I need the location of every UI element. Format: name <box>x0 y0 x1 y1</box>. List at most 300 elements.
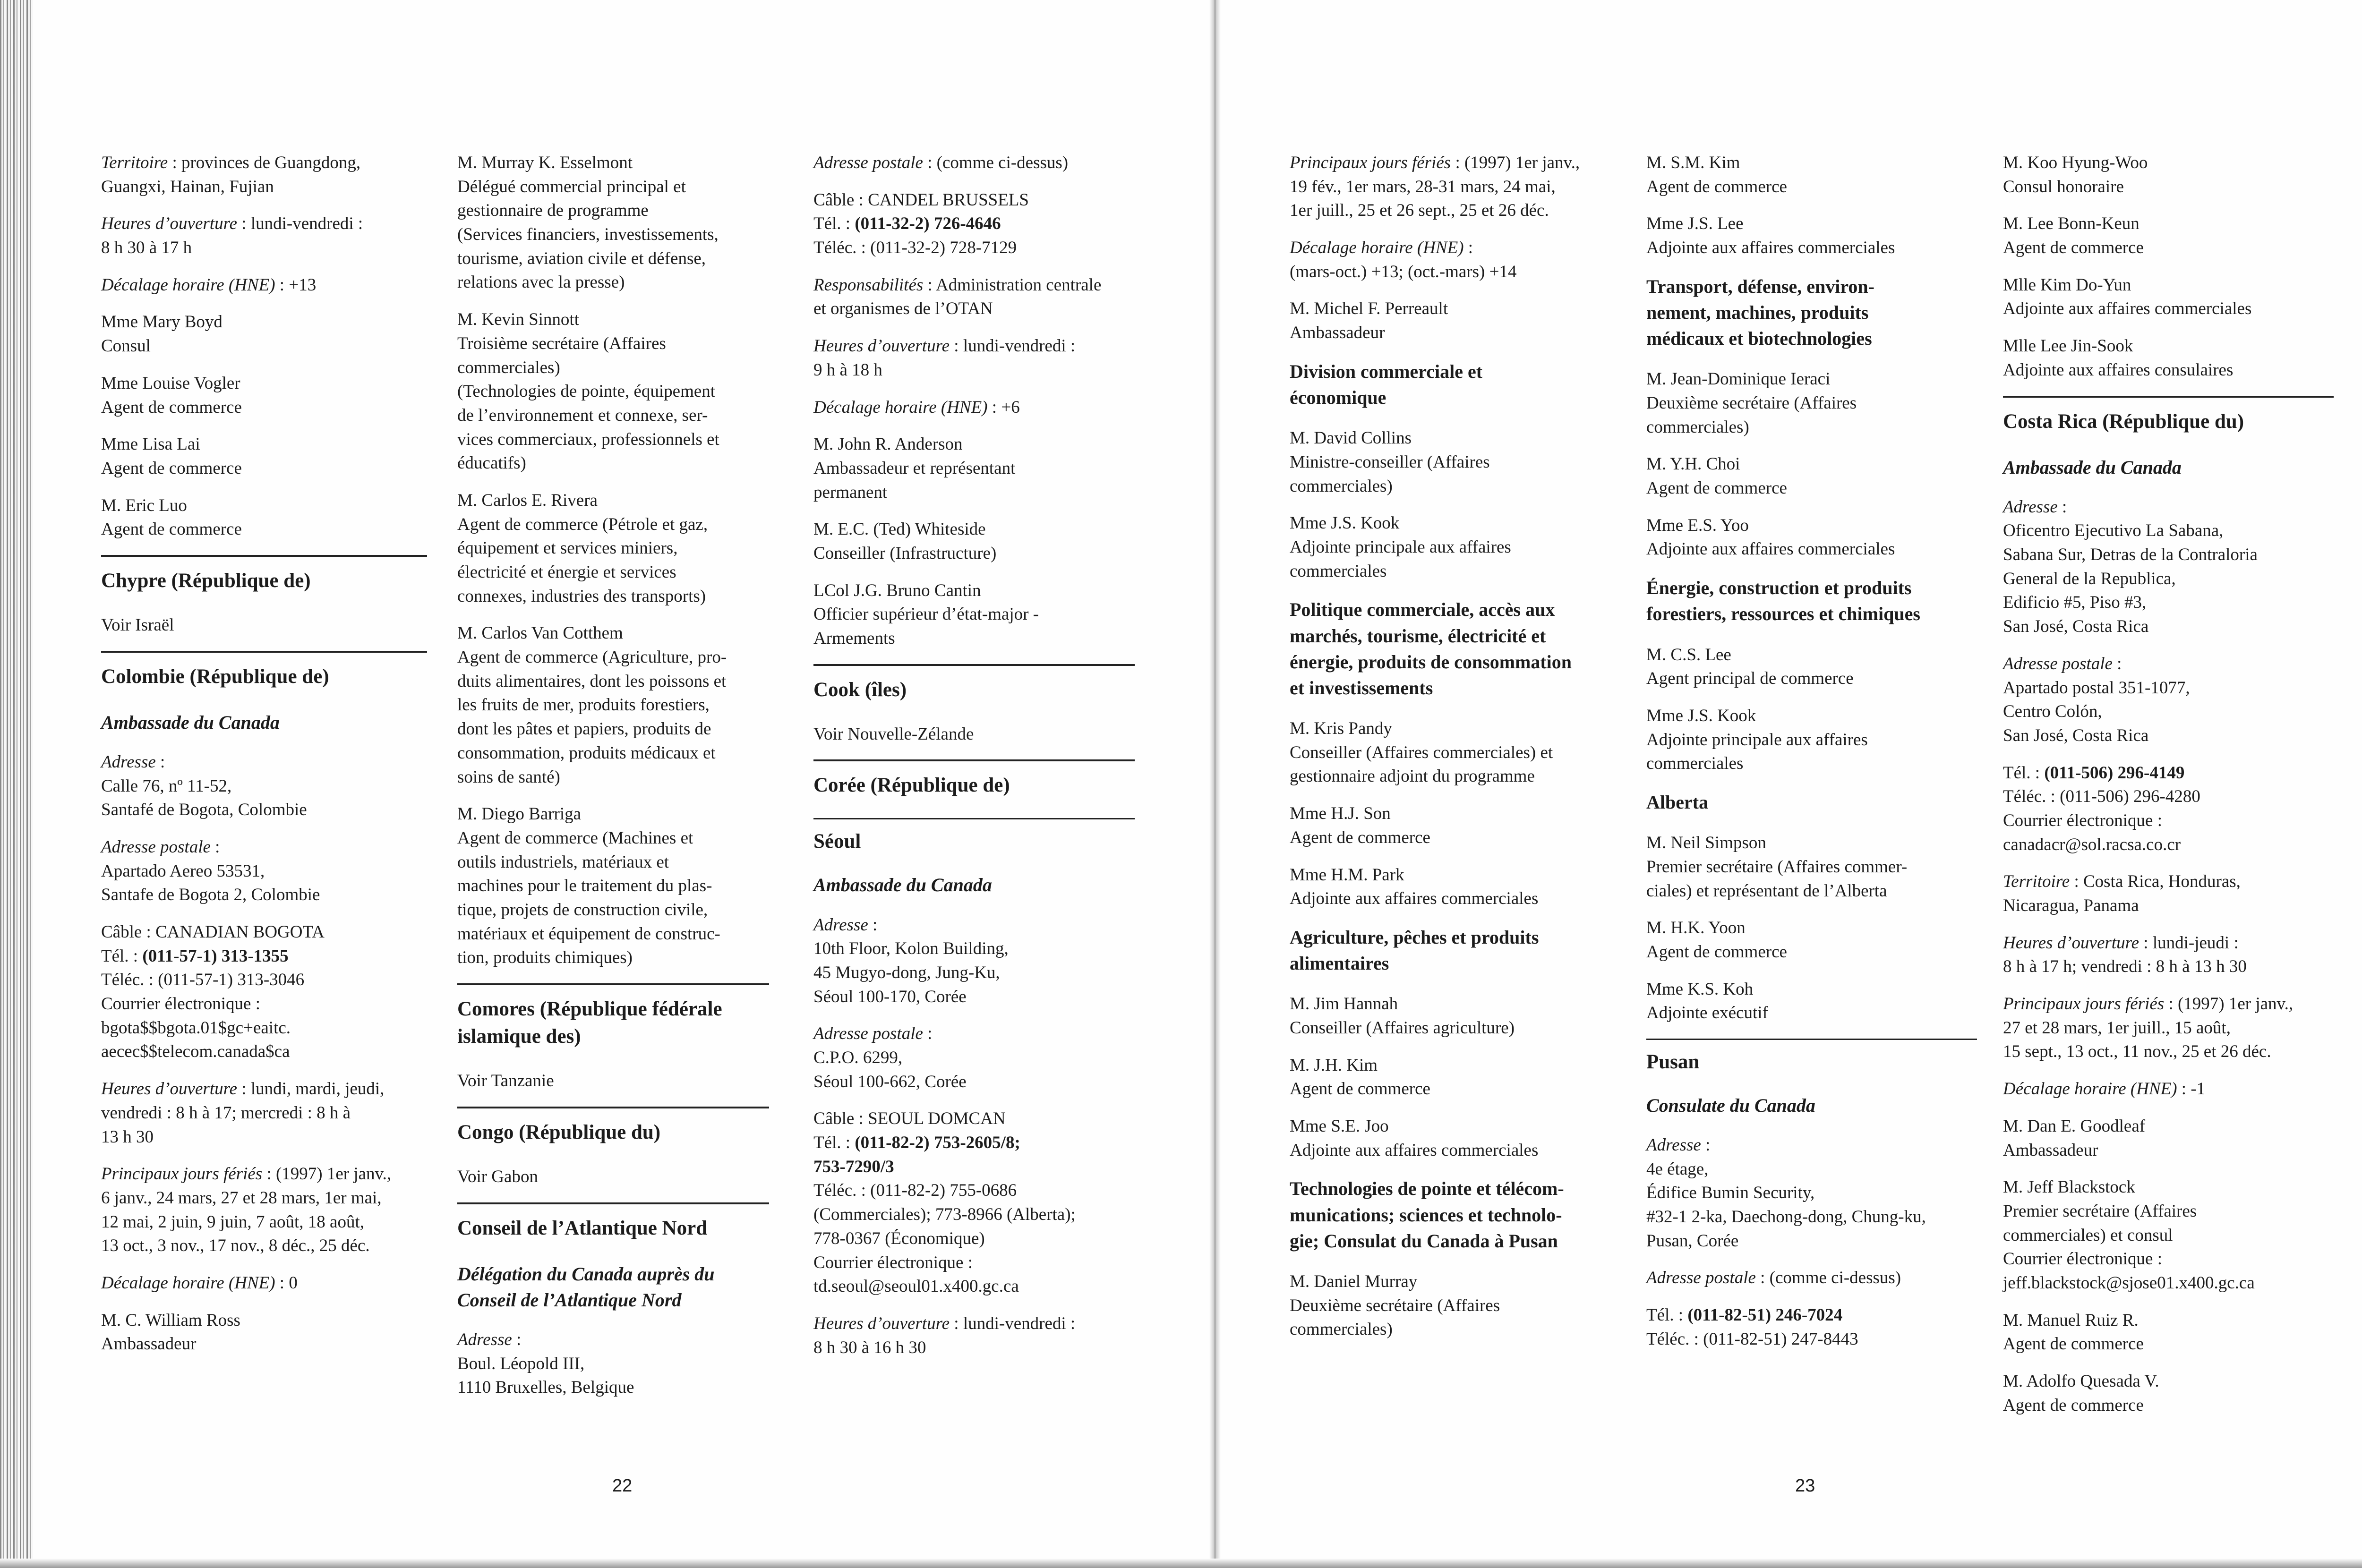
entry-line: outils industriels, matériaux et <box>457 852 669 872</box>
entry-line: Congo (République du) <box>457 1121 661 1143</box>
entry-line: M. Jeff Blackstock <box>2003 1177 2135 1197</box>
entry-line: Ambassadeur et représentant <box>813 458 1016 478</box>
entry-line: Adjointe principale aux affaires <box>1646 730 1868 750</box>
mission-heading <box>2003 454 2334 480</box>
entry-line: 8 h 30 à 17 h <box>101 238 192 258</box>
entry-line: tourisme, aviation civile et défense, <box>457 248 706 268</box>
entry-line: commerciales) <box>1290 476 1393 496</box>
entry-line: Premier secrétaire (Affaires <box>2003 1201 2197 1221</box>
entry-line: Boul. Léopold III, <box>457 1354 585 1373</box>
entry-line: gestionnaire adjoint du programme <box>1290 767 1535 786</box>
entry-line: Edificio #5, Piso #3, <box>2003 593 2147 613</box>
entry-line: économique <box>1290 387 1386 408</box>
entry-line: Décalage horaire (HNE) : +6 <box>813 397 1020 417</box>
directory-entry <box>2003 495 2334 639</box>
entry-line: 27 et 28 mars, 1er juill., 15 août, <box>2003 1018 2231 1038</box>
entry-line: Adresse : <box>101 752 165 772</box>
mission-heading <box>813 872 1135 898</box>
directory-entry <box>101 310 427 358</box>
entry-line: Mme S.E. Joo <box>1290 1116 1389 1136</box>
country-heading <box>457 1107 769 1146</box>
entry-line: M. Carlos E. Rivera <box>457 490 598 510</box>
entry-line: #32-1 2-ka, Daechong-dong, Chung-ku, <box>1646 1207 1926 1227</box>
directory-entry <box>2003 1370 2334 1417</box>
entry-line: Ambassade du Canada <box>813 874 992 896</box>
country-heading <box>457 983 769 1050</box>
entry-line: M. E.C. (Ted) Whiteside <box>813 520 986 539</box>
entry-line: Agent de commerce <box>1646 942 1787 962</box>
directory-entry <box>2003 273 2334 321</box>
entry-line: Adjointe principale aux affaires <box>1290 537 1511 557</box>
entry-line: tique, projets de construction civile, <box>457 900 708 920</box>
entry-line: Agent de commerce <box>2003 1334 2144 1354</box>
directory-entry <box>813 1312 1135 1360</box>
entry-line: commerciales) et consul <box>2003 1225 2173 1245</box>
entry-line: commerciales) <box>1290 1320 1393 1339</box>
entry-line: Ministre-conseiller (Affaires <box>1290 452 1490 472</box>
directory-entry <box>813 518 1135 565</box>
directory-entry <box>1290 151 1616 223</box>
entry-line: Adjointe aux affaires commerciales <box>1646 539 1895 559</box>
entry-line: Costa Rica (République du) <box>2003 410 2244 433</box>
directory-entry <box>1646 1133 1977 1253</box>
directory-entry <box>1290 1270 1616 1342</box>
entry-line: éducatifs) <box>457 453 526 473</box>
entry-line: commerciales) <box>1646 417 1749 437</box>
entry-line: M. Michel F. Perreault <box>1290 299 1448 319</box>
country-heading <box>2003 396 2334 435</box>
entry-line: Agent de commerce (Pétrole et gaz, <box>457 514 708 534</box>
entry-line: M. Jim Hannah <box>1290 994 1398 1014</box>
entry-line: M. Adolfo Quesada V. <box>2003 1372 2159 1391</box>
entry-line: Tél. : (011-82-2) 753-2605/8; <box>813 1133 1020 1153</box>
directory-entry <box>101 494 427 542</box>
country-heading <box>457 1202 769 1242</box>
country-heading <box>813 664 1135 704</box>
entry-line: 8 h 30 à 16 h 30 <box>813 1338 926 1357</box>
directory-entry <box>2003 1077 2334 1101</box>
directory-entry <box>1646 916 1977 964</box>
directory-entry <box>101 1162 427 1258</box>
directory-entry <box>1646 514 1977 562</box>
entry-line: M. H.K. Yoon <box>1646 918 1746 938</box>
left-column-2 <box>457 151 769 1413</box>
entry-line: Officier supérieur d’état-major - <box>813 605 1039 624</box>
entry-line: Adresse : <box>813 915 878 935</box>
directory-entry <box>101 433 427 480</box>
entry-line: gestionnaire de programme <box>457 201 649 221</box>
entry-line: Heures d’ouverture : lundi-vendredi : <box>813 336 1076 356</box>
entry-line: marchés, tourisme, électricité et <box>1290 625 1546 647</box>
entry-line: Apartado postal 351-1077, <box>2003 678 2190 698</box>
entry-line: Conseiller (Infrastructure) <box>813 543 997 563</box>
entry-line: vices commerciaux, professionnels et <box>457 429 719 449</box>
entry-line: M. C.S. Lee <box>1646 645 1731 665</box>
entry-line: Responsabilités : Administration centrale <box>813 275 1102 295</box>
directory-entry <box>1290 863 1616 911</box>
directory-entry <box>2003 334 2334 382</box>
entry-line: duits alimentaires, dont les poissons et <box>457 671 727 691</box>
entry-line: Voir Gabon <box>457 1167 538 1186</box>
entry-line: Adresse : <box>1646 1135 1711 1155</box>
entry-line: Courrier électronique : <box>2003 810 2162 830</box>
entry-line: LCol J.G. Bruno Cantin <box>813 580 981 600</box>
entry-line: td.seoul@seoul01.x400.gc.ca <box>813 1277 1019 1296</box>
directory-entry <box>813 273 1135 321</box>
entry-line: General de la Republica, <box>2003 569 2176 588</box>
directory-entry <box>1290 1115 1616 1162</box>
entry-line: Ambassadeur <box>101 1334 197 1354</box>
entry-line: Câble : CANDEL BRUSSELS <box>813 190 1029 210</box>
entry-line: Courrier électronique : <box>101 994 260 1014</box>
entry-line: Voir Tanzanie <box>457 1071 554 1091</box>
entry-line: Consul honoraire <box>2003 177 2124 196</box>
entry-line: Décalage horaire (HNE) : 0 <box>101 1273 298 1293</box>
page-number: 22 <box>612 1476 633 1496</box>
entry-line: machines pour le traitement du plas- <box>457 876 712 896</box>
entry-line: M. Dan E. Goodleaf <box>2003 1116 2146 1136</box>
entry-line: et investissements <box>1290 677 1433 699</box>
entry-line: 13 h 30 <box>101 1127 154 1147</box>
directory-entry <box>457 308 769 476</box>
entry-line: Conseil de l’Atlantique Nord <box>457 1217 708 1239</box>
entry-line: M. Koo Hyung-Woo <box>2003 153 2148 172</box>
entry-line: Heures d’ouverture : lundi-vendredi : <box>813 1313 1076 1333</box>
entry-line: Apartado Aereo 53531, <box>101 861 265 881</box>
right-column-3 <box>2003 151 2334 1431</box>
directory-entry <box>813 579 1135 651</box>
entry-line: Adresse postale : (comme ci-dessus) <box>1646 1268 1901 1288</box>
entry-line: Territoire : Costa Rica, Honduras, <box>2003 872 2241 892</box>
entry-line: M. S.M. Kim <box>1646 153 1740 172</box>
entry-line: Consul <box>101 336 151 356</box>
entry-line: Agent de commerce <box>1290 827 1430 847</box>
entry-line: 1110 Bruxelles, Belgique <box>457 1378 634 1398</box>
entry-line: Câble : CANADIAN BOGOTA <box>101 922 325 942</box>
entry-line: Heures d’ouverture : lundi-jeudi : <box>2003 933 2239 953</box>
mission-heading <box>101 709 427 735</box>
directory-entry <box>101 920 427 1064</box>
entry-line: 12 mai, 2 juin, 9 juin, 7 août, 18 août, <box>101 1212 365 1232</box>
section-heading <box>1646 273 1977 352</box>
entry-line: gie; Consulat du Canada à Pusan <box>1290 1230 1558 1252</box>
entry-line: Édifice Bumin Security, <box>1646 1183 1815 1203</box>
mission-heading <box>457 1261 769 1313</box>
directory-entry <box>101 151 427 199</box>
page-right <box>1219 0 2362 1568</box>
entry-line: Adjointe aux affaires commerciales <box>1290 1140 1539 1160</box>
entry-line: Agent de commerce (Machines et <box>457 828 693 848</box>
entry-line: 753-7290/3 <box>813 1157 894 1176</box>
directory-entry <box>2003 1176 2334 1295</box>
entry-line: Santafé de Bogota, Colombie <box>101 800 307 820</box>
entry-line: Agent de commerce <box>2003 1395 2144 1415</box>
entry-line: Principaux jours fériés : (1997) 1er janv., <box>2003 994 2294 1014</box>
directory-entry <box>2003 870 2334 918</box>
directory-entry <box>2003 212 2334 260</box>
directory-entry <box>813 913 1135 1009</box>
directory-entry <box>1646 704 1977 776</box>
entry-line: Centro Colón, <box>2003 702 2102 722</box>
directory-entry <box>2003 1115 2334 1162</box>
entry-line: Calle 76, nº 11-52, <box>101 776 232 796</box>
entry-line: M. Y.H. Choi <box>1646 454 1740 474</box>
directory-entry <box>1290 802 1616 850</box>
entry-line: Mme E.S. Yoo <box>1646 515 1749 535</box>
entry-line: Agent de commerce <box>1646 478 1787 498</box>
entry-line: Agent de commerce <box>2003 238 2144 258</box>
directory-entry <box>2003 1309 2334 1356</box>
entry-line: Téléc. : (011-506) 296-4280 <box>2003 787 2200 807</box>
entry-line: Agent principal de commerce <box>1646 669 1854 689</box>
entry-line: Principaux jours fériés : (1997) 1er janv., <box>1290 153 1580 172</box>
entry-line: Mme Lisa Lai <box>101 435 200 454</box>
page-number: 23 <box>1795 1476 1815 1496</box>
directory-entry <box>2003 652 2334 748</box>
entry-line: islamique des) <box>457 1025 581 1048</box>
directory-entry <box>101 1077 427 1149</box>
entry-line: relations avec la presse) <box>457 273 625 292</box>
directory-entry <box>457 1328 769 1400</box>
entry-line: Cook (îles) <box>813 678 907 701</box>
directory-entry <box>813 396 1135 420</box>
directory-entry <box>1290 511 1616 583</box>
section-heading <box>1290 1176 1616 1254</box>
entry-line: 8 h à 17 h; vendredi : 8 h à 13 h 30 <box>2003 957 2247 977</box>
entry-line: Guangxi, Hainan, Fujian <box>101 177 274 196</box>
entry-line: M. David Collins <box>1290 428 1412 448</box>
entry-line: Consulate du Canada <box>1646 1094 1815 1116</box>
directory-entry <box>813 188 1135 260</box>
entry-line: C.P.O. 6299, <box>813 1048 903 1067</box>
directory-entry <box>2003 761 2334 857</box>
entry-line: de l’environnement et connexe, ser- <box>457 405 708 425</box>
entry-line: 19 fév., 1er mars, 28-31 mars, 24 mai, <box>1290 177 1556 196</box>
section-heading <box>1290 358 1616 410</box>
entry-line: (Services financiers, investissements, <box>457 225 719 245</box>
directory-entry <box>457 1069 769 1093</box>
entry-line: Énergie, construction et produits <box>1646 577 1912 599</box>
entry-line: canadacr@sol.racsa.co.cr <box>2003 835 2181 854</box>
entry-line: et organismes de l’OTAN <box>813 299 993 319</box>
entry-line: 45 Mugyo-dong, Jung-Ku, <box>813 963 1000 982</box>
entry-line: nement, machines, produits <box>1646 301 1869 323</box>
directory-entry <box>813 723 1135 747</box>
directory-entry <box>101 1309 427 1356</box>
entry-line: Comores (République fédérale <box>457 998 722 1020</box>
entry-line: Adjointe aux affaires commerciales <box>1646 238 1895 258</box>
entry-line: commerciales <box>1646 754 1744 774</box>
entry-line: Mme H.J. Son <box>1290 804 1391 824</box>
entry-line: Agent de commerce <box>1290 1079 1430 1099</box>
entry-line: 13 oct., 3 nov., 17 nov., 8 déc., 25 déc. <box>101 1236 370 1256</box>
entry-line: jeff.blackstock@sjose01.x400.gc.ca <box>2003 1273 2255 1293</box>
section-heading <box>1646 789 1977 815</box>
mission-heading <box>1646 1092 1977 1118</box>
entry-line: Adjointe exécutif <box>1646 1003 1768 1023</box>
entry-line: Conseil de l’Atlantique Nord <box>457 1289 682 1311</box>
entry-line: Mme J.S. Lee <box>1646 214 1744 234</box>
directory-entry <box>813 1107 1135 1299</box>
entry-line: M. Diego Barriga <box>457 804 582 824</box>
entry-line: Agent de commerce <box>1646 177 1787 196</box>
directory-entry <box>101 1271 427 1295</box>
entry-line: Chypre (République de) <box>101 569 311 592</box>
entry-line: M. Murray K. Esselmont <box>457 153 633 172</box>
entry-line: Téléc. : (011-57-1) 313-3046 <box>101 970 305 990</box>
entry-line: 15 sept., 13 oct., 11 nov., 25 et 26 déc. <box>2003 1042 2271 1062</box>
entry-line: énergie, produits de consommation <box>1290 651 1572 673</box>
entry-line: permanent <box>813 482 888 502</box>
entry-line: Pusan, Corée <box>1646 1231 1739 1251</box>
entry-line: Pusan <box>1646 1050 1700 1073</box>
entry-line: Heures d’ouverture : lundi-vendredi : <box>101 214 363 234</box>
entry-line: Principaux jours fériés : (1997) 1er janv., <box>101 1164 392 1184</box>
entry-line: M. Neil Simpson <box>1646 833 1766 853</box>
section-heading <box>1290 924 1616 976</box>
entry-line: soins de santé) <box>457 767 560 787</box>
city-heading <box>1646 1039 1977 1076</box>
entry-line: Heures d’ouverture : lundi, mardi, jeudi, <box>101 1079 385 1099</box>
entry-line: Courrier électronique : <box>2003 1249 2162 1269</box>
entry-line: 1er juill., 25 et 26 sept., 25 et 26 déc. <box>1290 201 1549 221</box>
country-heading <box>101 651 427 690</box>
entry-line: Téléc. : (011-82-51) 247-8443 <box>1646 1329 1858 1349</box>
directory-entry <box>813 433 1135 504</box>
entry-line: Courrier électronique : <box>813 1253 973 1272</box>
country-heading <box>101 555 427 595</box>
entry-line: dont les pâtes et papiers, produits de <box>457 719 711 739</box>
directory-entry <box>1646 978 1977 1025</box>
entry-line: M. C. William Ross <box>101 1310 240 1330</box>
entry-line: Mme J.S. Kook <box>1646 706 1756 725</box>
directory-entry <box>1646 367 1977 439</box>
directory-entry <box>1290 297 1616 345</box>
directory-entry <box>2003 992 2334 1064</box>
entry-line: alimentaires <box>1290 953 1389 974</box>
directory-entry <box>2003 151 2334 199</box>
entry-line: Armements <box>813 629 895 648</box>
entry-line: Colombie (République de) <box>101 665 329 688</box>
directory-entry <box>101 835 427 907</box>
directory-entry <box>457 622 769 789</box>
entry-line: Tél. : (011-506) 296-4149 <box>2003 763 2185 783</box>
entry-line: Mme Mary Boyd <box>101 312 223 332</box>
left-column-1 <box>101 151 427 1370</box>
directory-entry <box>1290 236 1616 284</box>
entry-line: Premier secrétaire (Affaires commer- <box>1646 857 1908 877</box>
entry-line: Mme H.M. Park <box>1290 865 1404 885</box>
entry-line: matériaux et équipement de construc- <box>457 924 720 944</box>
country-heading <box>813 759 1135 799</box>
directory-entry <box>1646 831 1977 903</box>
entry-line: San José, Costa Rica <box>2003 725 2149 745</box>
entry-line: M. Eric Luo <box>101 495 187 515</box>
directory-entry <box>1646 151 1977 199</box>
entry-line: Tél. : (011-57-1) 313-1355 <box>101 946 289 966</box>
entry-line: Adjointe aux affaires commerciales <box>1290 889 1539 909</box>
entry-line: les fruits de mer, produits forestiers, <box>457 695 710 715</box>
entry-line: connexes, industries des transports) <box>457 586 706 606</box>
entry-line: Sabana Sur, Detras de la Contraloria <box>2003 545 2258 565</box>
entry-line: vendredi : 8 h à 17; mercredi : 8 h à <box>101 1103 351 1123</box>
entry-line: bgota$$bgota.01$gc+eaitc. <box>101 1018 291 1038</box>
entry-line: Décalage horaire (HNE) : -1 <box>2003 1079 2206 1099</box>
entry-line: équipement et services miniers, <box>457 538 678 558</box>
entry-line: Séoul 100-662, Corée <box>813 1072 967 1091</box>
entry-line: M. Kris Pandy <box>1290 719 1392 739</box>
entry-line: Alberta <box>1646 791 1709 813</box>
entry-line: Délégué commercial principal et <box>457 177 686 196</box>
entry-line: tion, produits chimiques) <box>457 948 633 968</box>
entry-line: Tél. : (011-32-2) 726-4646 <box>813 214 1001 234</box>
entry-line: (Technologies de pointe, équipement <box>457 382 716 401</box>
entry-line: Adjointe aux affaires consulaires <box>2003 360 2234 380</box>
entry-line: Conseiller (Affaires commerciales) et <box>1290 742 1553 762</box>
entry-line: Ambassadeur <box>2003 1140 2098 1160</box>
directory-entry <box>1646 452 1977 500</box>
entry-line: Séoul 100-170, Corée <box>813 987 967 1006</box>
directory-entry <box>1290 717 1616 789</box>
entry-line: Câble : SEOUL DOMCAN <box>813 1109 1006 1129</box>
directory-entry <box>1646 212 1977 260</box>
entry-line: 6 janv., 24 mars, 27 et 28 mars, 1er mai, <box>101 1188 382 1208</box>
entry-line: commerciales) <box>457 358 560 377</box>
entry-line: (mars-oct.) +13; (oct.-mars) +14 <box>1290 262 1517 281</box>
entry-line: Décalage horaire (HNE) : <box>1290 238 1473 258</box>
entry-line: munications; sciences et technolo- <box>1290 1204 1562 1226</box>
entry-line: Adresse postale : (comme ci-dessus) <box>813 153 1069 172</box>
entry-line: Ambassadeur <box>1290 323 1385 343</box>
directory-entry <box>813 151 1135 175</box>
directory-entry <box>101 614 427 638</box>
entry-line: (Commerciales); 773-8966 (Alberta); <box>813 1205 1076 1225</box>
entry-line: M. Jean-Dominique Ieraci <box>1646 369 1831 389</box>
entry-line: Division commerciale et <box>1290 360 1483 382</box>
entry-line: électricité et énergie et services <box>457 562 676 582</box>
entry-line: Troisième secrétaire (Affaires <box>457 333 666 353</box>
directory-entry <box>101 212 427 260</box>
entry-line: Délégation du Canada auprès du <box>457 1263 715 1285</box>
entry-line: Technologies de pointe et télécom- <box>1290 1178 1564 1200</box>
entry-line: Mme J.S. Kook <box>1290 513 1400 533</box>
city-heading <box>813 818 1135 856</box>
entry-line: Agent de commerce (Agriculture, pro- <box>457 648 727 667</box>
entry-line: M. John R. Anderson <box>813 435 963 454</box>
entry-line: M. Manuel Ruiz R. <box>2003 1310 2139 1330</box>
right-column-1 <box>1290 151 1616 1355</box>
directory-entry <box>101 372 427 419</box>
entry-line: M. J.H. Kim <box>1290 1055 1378 1075</box>
entry-line: Corée (République de) <box>813 774 1010 797</box>
entry-line: Adresse postale : <box>101 837 220 857</box>
entry-line: M. Carlos Van Cotthem <box>457 623 623 643</box>
entry-line: Conseiller (Affaires agriculture) <box>1290 1018 1515 1038</box>
entry-line: Mme K.S. Koh <box>1646 979 1754 999</box>
entry-line: 4e étage, <box>1646 1159 1709 1179</box>
entry-line: Décalage horaire (HNE) : +13 <box>101 275 317 295</box>
entry-line: Adresse : <box>457 1329 522 1349</box>
entry-line: Ambassade du Canada <box>2003 456 2182 478</box>
entry-line: Deuxième secrétaire (Affaires <box>1646 393 1857 413</box>
directory-entry <box>2003 931 2334 979</box>
directory-entry <box>1290 992 1616 1040</box>
entry-line: forestiers, ressources et chimiques <box>1646 603 1920 625</box>
entry-line: M. Kevin Sinnott <box>457 310 579 330</box>
entry-line: aecec$$telecom.canada$ca <box>101 1042 290 1062</box>
entry-line: M. Lee Bonn-Keun <box>2003 214 2139 234</box>
entry-line: Politique commerciale, accès aux <box>1290 599 1555 621</box>
